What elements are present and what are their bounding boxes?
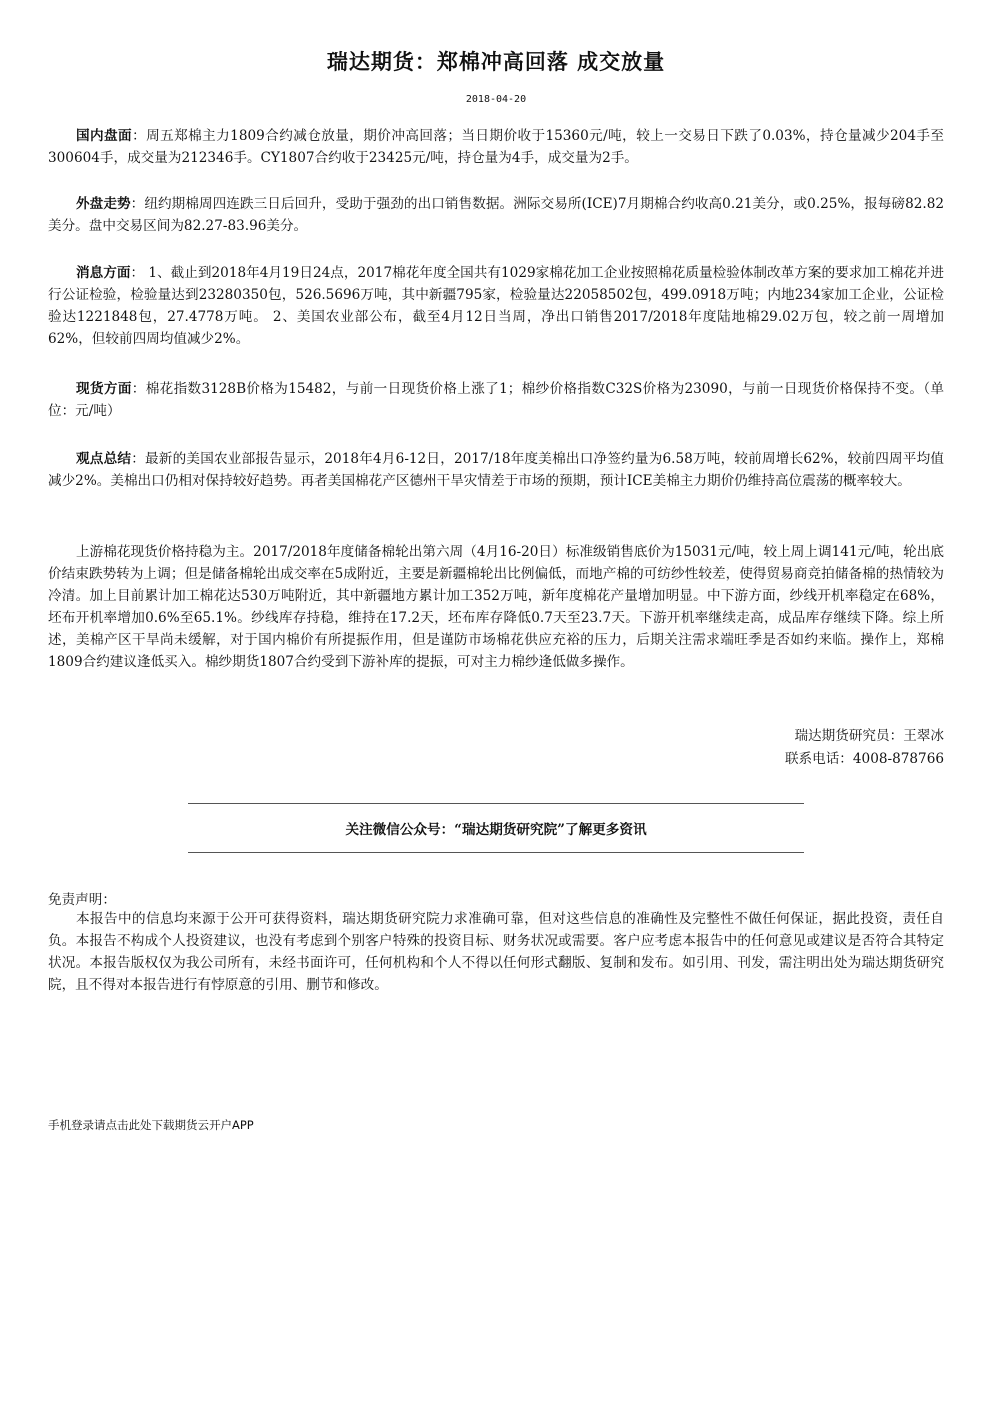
section-analysis (48, 541, 944, 673)
divider-top (188, 803, 804, 804)
section-text: 上游棉花现货价格持稳为主。2017/2018年度储备棉轮出第六周（4月16-20日）标准级销售底价为15031元/吨，较上周上调141元/吨，轮出底价结束跌势转为上调；但是储备棉轮出成交率在5成附近，主要是新疆棉轮出比例偏低，而地产棉的可纺纱性较差，使得贸易商竞拍储备棉的热情较为冷清。加上目前累计加工棉花达530万吨附近，其中新疆地方累计加工352万吨，新年度棉花产量增加明显。中下游方面，纱线开机率稳定在68%，坯布开机率增加0.6%至65.1%。纱线库存持稳，维持在17.2天，坯布库存降低0.7天至23.7天。下游开机率继续走高，成品库存继续下降。综上所述，美棉产区干旱尚未缓解，对于国内棉价有所提振作用，但是谨防市场棉花供应充裕的压力，后期关注需求端旺季是否如约来临。操作上，郑棉1809合约建议逢低买入。棉纱期货1807合约受到下游补库的提振，可对主力棉纱逢低做多操作。 (48, 544, 944, 670)
section-spot (48, 378, 944, 422)
divider-bottom (188, 852, 804, 853)
section-label: 外盘走势 (76, 196, 131, 212)
section-label: 国内盘面 (76, 128, 133, 144)
disclaimer-text: 本报告中的信息均来源于公开可获得资料，瑞达期货研究院力求准确可靠，但对这些信息的准确性及完整性不做任何保证，据此投资，责任自负。本报告不构成个人投资建议，也没有考虑到个别客户特殊的投资目标、财务状况或需要。客户应考虑本报告中的任何意见或建议是否符合其特定状况。本报告版权仅为我公司所有，未经书面许可，任何机构和个人不得以任何形式翻版、复制和发布。如引用、刊发，需注明出处为瑞达期货研究院，且不得对本报告进行有悖原意的引用、删节和修改。 (48, 911, 944, 993)
section-text: ：最新的美国农业部报告显示，2018年4月6-12日，2017/18年度美棉出口净签约量为6.58万吨，较前周增长62%，较前四周平均值减少2%。美棉出口仍相对保持较好趋势。再者美国棉花产区德州干旱灾情差于市场的预期，预计ICE美棉主力期价仍维持高位震荡的概率较大。 (48, 451, 945, 489)
researcher-name: 瑞达期货研究员：王翠冰 (794, 728, 944, 744)
app-download-link[interactable]: 手机登录请点击此处下载期货云开户APP (48, 1118, 254, 1132)
page-title: 瑞达期货：郑棉冲高回落 成交放量 (326, 49, 666, 74)
section-news (48, 262, 944, 350)
section-text: ：纽约期棉周四连跌三日后回升，受助于强劲的出口销售数据。洲际交易所(ICE)7月期棉合约收高0.21美分，或0.25%，报每磅82.82美分。盘中交易区间为82.27-83.96美分。 (48, 196, 944, 234)
disclaimer-title: 免责声明： (48, 892, 116, 908)
section-label: 现货方面 (76, 381, 132, 397)
section-text: ： 1、截止到2018年4月19日24点，2017棉花年度全国共有1029家棉花加工企业按照棉花质量检验体制改革方案的要求加工棉花并进行公证检验，检验量达到23280350包，526.5696万吨，其中新疆795家，检验量达22058502包，499.0918万吨；内地234家加工企业，公证检验达1221848包，27.4778万吨。 2、美国农业部公布，截至4月12日当周，净出口销售2017/2018年度陆地棉29.02万包，较之前一周增加62%，但较前四周均值减少2%。 (48, 265, 944, 347)
report-date: 2018-04-20 (465, 94, 527, 105)
section-text: ：棉花指数3128B价格为15482，与前一日现货价格上涨了1；棉纱价格指数C32S价格为23090，与前一日现货价格保持不变。（单位：元/吨） (48, 381, 944, 419)
section-domestic-market (48, 125, 944, 169)
section-summary (48, 448, 944, 492)
section-label: 消息方面 (76, 265, 131, 281)
section-text: ：周五郑棉主力1809合约减仓放量，期价冲高回落；当日期价收于15360元/吨，较上一交易日下跌了0.03%，持仓量减少204手至300604手，成交量为212346手。CY1807合约收于23425元/吨，持仓量为4手，成交量为2手。 (48, 128, 945, 166)
section-external-market (48, 193, 944, 237)
contact-phone: 联系电话：4008-878766 (784, 751, 944, 767)
wechat-follow-note: 关注微信公众号：“瑞达期货研究院”了解更多资讯 (345, 822, 647, 838)
section-label: 观点总结 (76, 451, 132, 467)
